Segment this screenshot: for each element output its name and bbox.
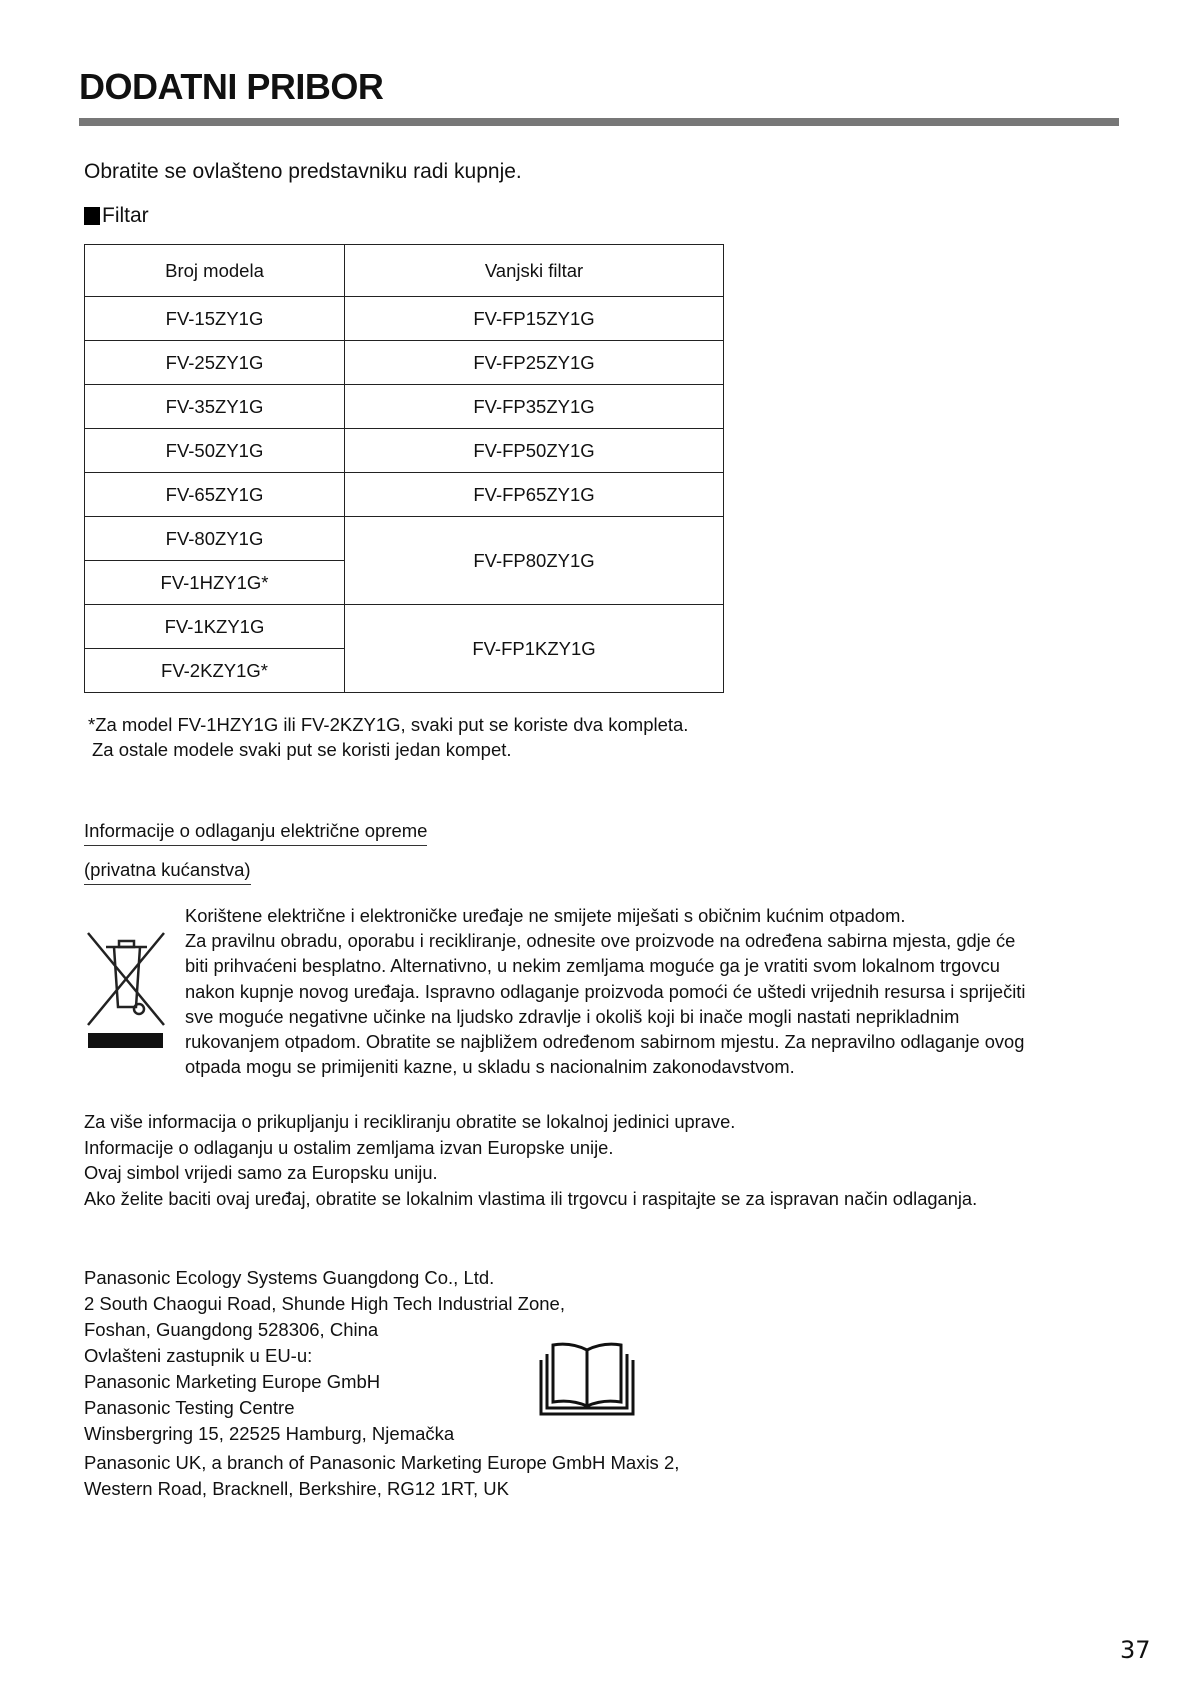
more-info-text	[84, 1109, 977, 1211]
text-line: Informacije o odlaganju u ostalim zemljama izvan Europske unije.	[84, 1136, 614, 1158]
crossed-bin-icon	[84, 925, 169, 1050]
table-row	[85, 429, 724, 473]
section-heading-label: Filtar	[102, 204, 149, 227]
table-cell: FV-FP1KZY1G	[345, 605, 724, 693]
table-cell: FV-80ZY1G	[85, 517, 345, 561]
square-bullet-icon	[84, 207, 100, 225]
table-cell: FV-FP65ZY1G	[345, 473, 724, 517]
text-line: Za više informacija o prikupljanju i recikliranju obratite se lokalnoj jedinici uprave.	[84, 1111, 736, 1132]
table-cell: FV-1KZY1G	[85, 605, 345, 649]
table-row	[85, 297, 724, 341]
disposal-subheading: (privatna kućanstva)	[84, 859, 251, 885]
table-cell: FV-FP35ZY1G	[345, 385, 724, 429]
table-cell: FV-65ZY1G	[85, 473, 345, 517]
table-cell: FV-35ZY1G	[85, 385, 345, 429]
text-line: rukovanjem otpadom. Obratite se najbližem određenom sabirnom mjestu. Za nepravilno odlaganje ovog	[185, 1031, 1025, 1053]
address-line: Panasonic UK, a branch of Panasonic Marketing Europe GmbH Maxis 2,	[84, 1452, 680, 1473]
page-number: 37	[1120, 1636, 1151, 1664]
address-line: Panasonic Marketing Europe GmbH	[84, 1371, 381, 1392]
disposal-text	[185, 903, 1025, 1079]
table-header: Broj modela	[85, 245, 345, 297]
filter-table	[84, 244, 724, 693]
address-line: Winsbergring 15, 22525 Hamburg, Njemačka	[84, 1423, 455, 1444]
table-row	[85, 517, 724, 561]
table-row	[85, 385, 724, 429]
table-cell: FV-FP80ZY1G	[345, 517, 724, 605]
table-cell: FV-25ZY1G	[85, 341, 345, 385]
text-line: nakon kupnje novog uređaja. Ispravno odlaganje proizvoda pomoći će uštedi vrijednih resursa i spriječiti	[185, 980, 1026, 1002]
table-header-row	[85, 245, 724, 297]
table-header: Vanjski filtar	[345, 245, 724, 297]
read-manual-icon	[539, 1342, 635, 1416]
table-cell: FV-FP15ZY1G	[345, 297, 724, 341]
intro-text: Obratite se ovlašteno predstavniku radi kupnje.	[84, 160, 522, 183]
text-line: biti prihvaćeni besplatno. Alternativno, u nekim zemljama moguće ga je vratiti svom lokalnom trgovcu	[185, 955, 1000, 977]
section-heading	[84, 204, 149, 228]
text-line: Ovaj simbol vrijedi samo za Europsku uniju.	[84, 1162, 438, 1183]
table-cell: FV-2KZY1G*	[85, 649, 345, 693]
table-row	[85, 341, 724, 385]
address-line: Western Road, Bracknell, Berkshire, RG12 1RT, UK	[84, 1478, 509, 1499]
page-title: DODATNI PRIBOR	[79, 66, 384, 107]
footnote-line: Za ostale modele svaki put se koristi jedan kompet.	[92, 739, 512, 760]
text-line: Za pravilnu obradu, oporabu i recikliranje, odnesite ove proizvode na određena sabirna mjesta, gdje će	[185, 930, 1016, 952]
text-line: Korištene električne i elektroničke uređaje ne smijete miješati s običnim kućnim otpadom.	[185, 905, 906, 926]
table-row	[85, 605, 724, 649]
address-line: Panasonic Testing Centre	[84, 1397, 295, 1418]
table-cell: FV-FP50ZY1G	[345, 429, 724, 473]
address-line: 2 South Chaogui Road, Shunde High Tech Industrial Zone,	[84, 1293, 565, 1314]
table-row	[85, 473, 724, 517]
table-cell: FV-50ZY1G	[85, 429, 345, 473]
address-line: Panasonic Ecology Systems Guangdong Co., Ltd.	[84, 1267, 495, 1288]
table-cell: FV-15ZY1G	[85, 297, 345, 341]
address-line: Foshan, Guangdong 528306, China	[84, 1319, 379, 1340]
footnote-line: *Za model FV-1HZY1G ili FV-2KZY1G, svaki put se koriste dva kompleta.	[88, 714, 689, 735]
title-divider	[79, 118, 1119, 126]
text-line: otpada mogu se primijeniti kazne, u skladu s nacionalnim zakonodavstvom.	[185, 1056, 795, 1078]
text-line: Ako želite baciti ovaj uređaj, obratite se lokalnim vlastima ili trgovcu i raspitajte se za ispravan način odlaganja.	[84, 1187, 978, 1209]
table-cell: FV-FP25ZY1G	[345, 341, 724, 385]
address-line: Ovlašteni zastupnik u EU-u:	[84, 1345, 313, 1366]
table-cell: FV-1HZY1G*	[85, 561, 345, 605]
disposal-heading: Informacije o odlaganju električne opreme	[84, 820, 427, 846]
text-line: sve moguće negativne učinke na ljudsko zdravlje i okoliš koji bi inače mogli nastati neprikladnim	[185, 1005, 960, 1027]
